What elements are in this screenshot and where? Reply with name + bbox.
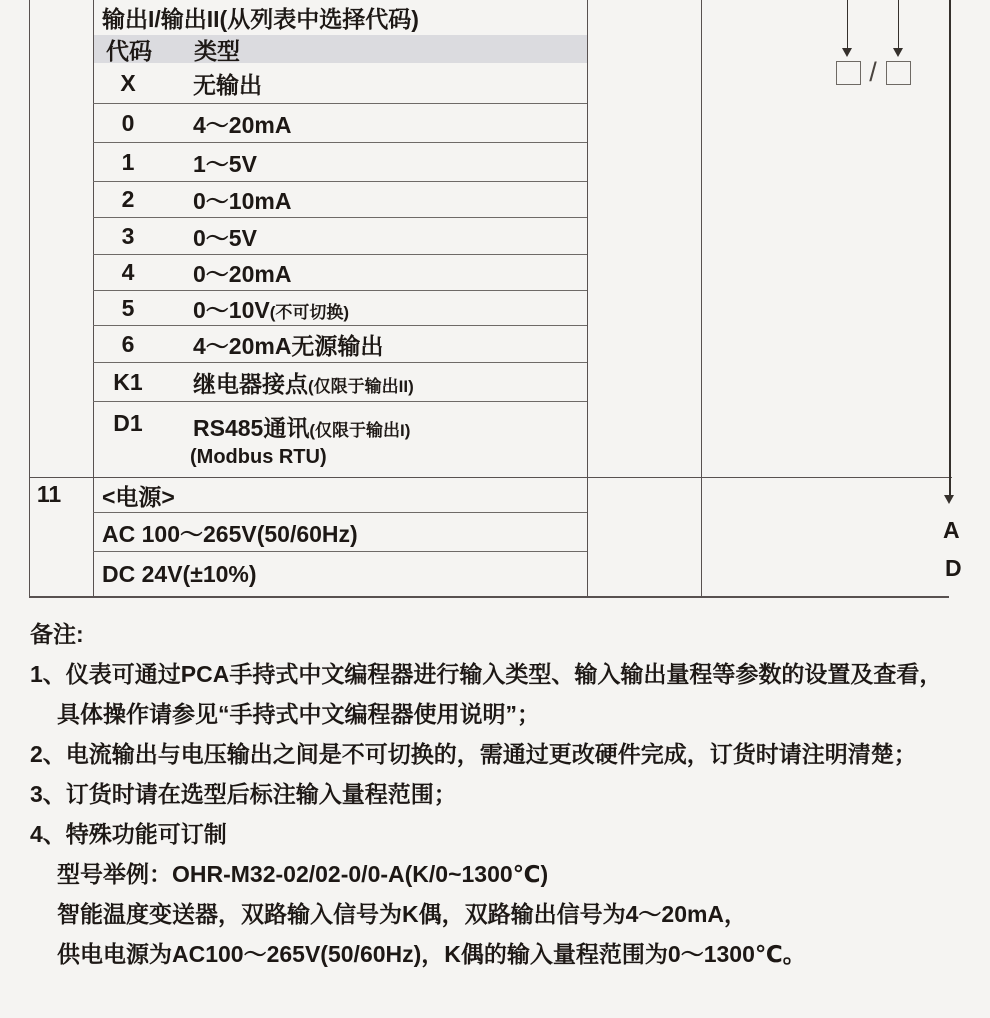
row-code: 3 <box>121 222 135 249</box>
note-item: 4、特殊功能可订制 <box>30 821 227 847</box>
leader-line-power <box>949 0 951 495</box>
note-item: 2、电流输出与电压输出之间是不可切换的，需通过更改硬件完成，订货时请注明清楚； <box>30 741 917 767</box>
note-model-example: 型号举例：OHR-M32-02/02-0/0-A(K/0~1300℃) <box>57 861 549 887</box>
power-option-dc: DC 24V(±10%) <box>102 560 257 587</box>
arrow-down-icon <box>842 48 852 57</box>
notes-title: 备注: <box>30 621 84 647</box>
row-type: 1～5V <box>193 150 257 177</box>
power-option-ac: AC 100～265V(50/60Hz) <box>102 520 358 547</box>
note-model-example: 智能温度变送器，双路输入信号为K偶，双路输出信号为4～20mA， <box>57 901 748 927</box>
column-header-row <box>94 35 587 63</box>
row-type: 4～20mA <box>193 111 292 138</box>
row-type: 0～10V(不可切换) <box>193 296 350 323</box>
leader-line-output2 <box>898 0 900 48</box>
table-bottom-border <box>29 596 950 598</box>
table-row <box>93 63 587 104</box>
arrow-down-icon <box>944 495 954 504</box>
arrow-down-icon <box>893 48 903 57</box>
col-header-type: 类型 <box>194 37 240 64</box>
row-code: 0 <box>121 109 135 136</box>
row-type: 继电器接点(仅限于输出II) <box>193 370 414 397</box>
table-row <box>93 291 587 326</box>
row-code: D1 <box>113 410 143 436</box>
table-row <box>93 255 587 291</box>
row-type: 4～20mA无源输出 <box>193 332 384 359</box>
note-item: 3、订货时请在选型后标注输入量程范围； <box>30 781 457 807</box>
power-option-row <box>93 513 587 552</box>
output-section-title: 输出I/输出II(从列表中选择代码) <box>102 6 419 32</box>
power-code-d: D <box>945 555 962 581</box>
table-row <box>93 326 587 363</box>
row-code: 4 <box>121 259 135 285</box>
row-type: RS485通讯(仅限于输出I) <box>193 415 411 441</box>
notes-section <box>30 614 980 974</box>
row-type-extra: (Modbus RTU) <box>190 446 327 468</box>
row-type: 0～10mA <box>193 188 292 214</box>
row-type: 无输出 <box>193 71 262 98</box>
power-option-row <box>93 552 587 596</box>
row-code: X <box>120 69 136 96</box>
row-code: 6 <box>121 330 135 357</box>
row-code: 2 <box>121 186 135 212</box>
table-row <box>93 182 587 218</box>
row-type: 0～20mA <box>193 261 292 287</box>
col-header-code: 代码 <box>106 37 152 64</box>
table-row <box>93 363 587 402</box>
row-code: K1 <box>113 368 143 395</box>
output1-code-box <box>836 61 861 85</box>
table-row <box>93 143 587 182</box>
power-code-a: A <box>943 517 960 543</box>
row-type: 0～5V <box>193 224 257 251</box>
row-code: 1 <box>121 148 135 175</box>
power-title-row <box>93 478 587 513</box>
table-row <box>93 402 587 478</box>
code-separator: / <box>869 57 877 87</box>
leader-line-output1 <box>847 0 849 48</box>
power-title: <电源> <box>102 483 175 510</box>
note-model-example: 供电电源为AC100～265V(50/60Hz)，K偶的输入量程范围为0～1300℃。 <box>57 941 806 967</box>
table-border-mid-right <box>701 0 703 597</box>
row-code: 5 <box>121 294 135 321</box>
table-row <box>93 104 587 143</box>
row-id-11: 11 <box>36 481 62 507</box>
note-item-continuation: 具体操作请参见“手持式中文编程器使用说明”； <box>57 701 540 727</box>
table-row <box>93 218 587 255</box>
note-item: 1、仪表可通过PCA手持式中文编程器进行输入类型、输入输出量程等参数的设置及查看， <box>30 661 943 687</box>
output2-code-box <box>886 61 911 85</box>
